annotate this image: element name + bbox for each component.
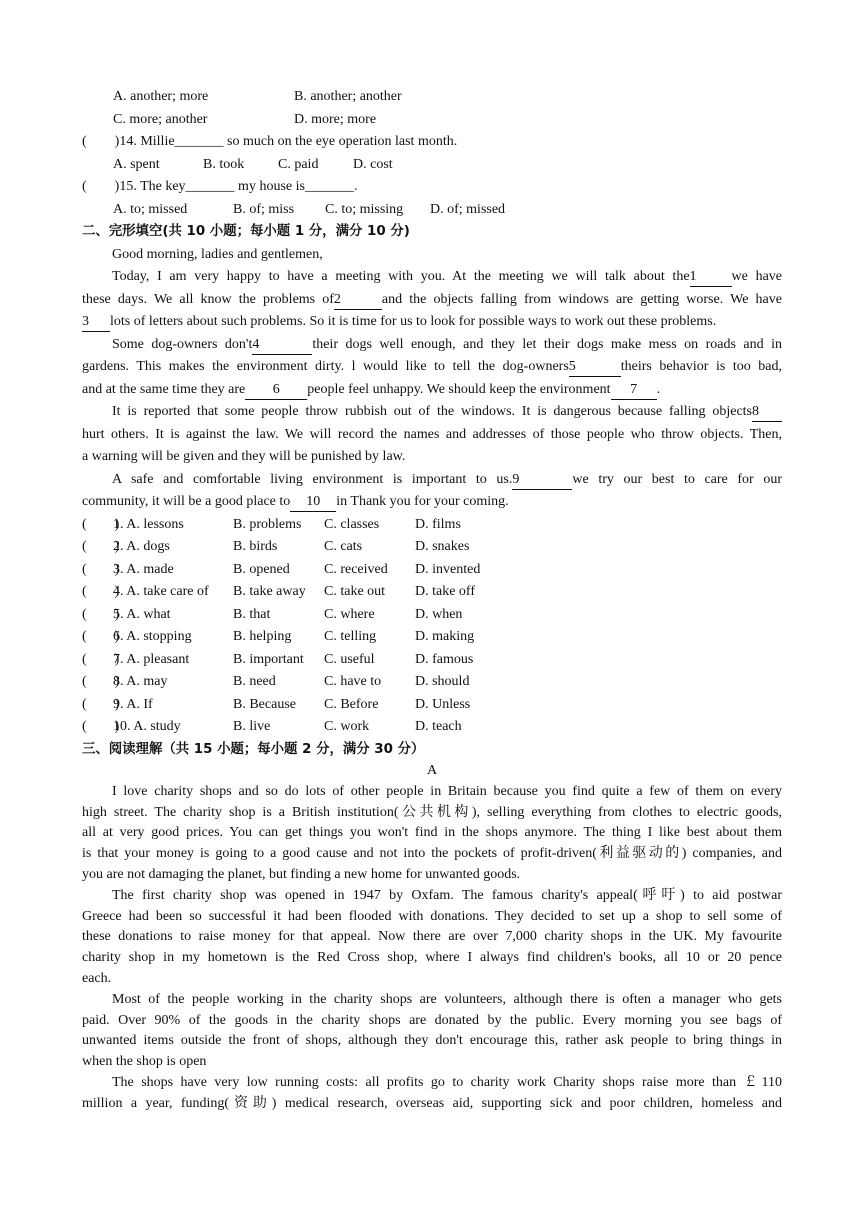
section-3-heading: 三、阅读理解（共 15 小题；每小题 2 分，满分 30 分） xyxy=(82,741,425,757)
passage-line: all at very good prices. You can get things you won't find in the shops anymore. The thing I like best about them xyxy=(82,825,782,841)
option-c: C. Before xyxy=(324,696,379,712)
option-a: 9. A. If xyxy=(113,696,153,712)
passage-line: paid. Over 90% of the goods in the charity shops are donated by the public. Every morning you see bags of xyxy=(82,1012,782,1028)
passage-line: million a year, funding(资助) medical research, overseas aid, supporting sick and poor children, homeless and xyxy=(82,1095,782,1111)
q14-option-a: A. spent xyxy=(113,156,160,172)
q13-option-b: B. another; another xyxy=(294,89,402,104)
passage-line: when the shop is open xyxy=(82,1054,207,1070)
q15-option-d: D. of; missed xyxy=(430,201,506,217)
cloze-question-9 xyxy=(82,694,782,717)
option-d: D. invented xyxy=(415,561,481,577)
blank-5: 5 xyxy=(569,358,621,377)
blank-1: 1 xyxy=(690,268,732,287)
option-b: B. live xyxy=(233,719,271,734)
answer-paren[interactable]: ( ) xyxy=(82,651,120,667)
option-d: D. making xyxy=(415,629,475,644)
cloze-question-7 xyxy=(82,649,782,672)
blank-2: 2 xyxy=(334,291,382,310)
option-d: D. when xyxy=(415,606,463,622)
q13-option-c: C. more; another xyxy=(113,111,208,127)
answer-paren[interactable]: ( ) xyxy=(82,696,120,712)
option-c: C. cats xyxy=(324,539,363,554)
blank-7: 7 xyxy=(611,381,657,400)
q14-option-d: D. cost xyxy=(353,156,393,172)
cloze-question-8 xyxy=(82,671,782,694)
cloze-line: A safe and comfortable living environment is important to us.9 we try our best to care for our xyxy=(82,469,782,492)
q14-option-c: C. paid xyxy=(278,156,319,172)
passage-line: is that your money is going to a good cause and not into the pockets of profit-driven(利益驱动的) companies, and xyxy=(82,846,782,862)
q15-stem: ( )15. The key_______ my house is_______. xyxy=(82,179,358,194)
passage-line: these donations to raise money for that appeal. Now there are over 7,000 charity shops in the UK. My favourite xyxy=(82,929,782,945)
cloze-question-3 xyxy=(82,559,782,582)
option-b: B. Because xyxy=(233,696,296,712)
q13-option-a: A. another; more xyxy=(113,89,209,104)
q15-option-a: A. to; missed xyxy=(113,201,188,217)
option-a: 2. A. dogs xyxy=(113,539,170,554)
option-b: B. birds xyxy=(233,539,278,554)
option-a: 7. A. pleasant xyxy=(113,651,190,667)
cloze-line: hurt others. It is against the law. We will record the names and addresses of those people who throw objects. Then, xyxy=(82,426,782,442)
blank-8: 8 xyxy=(752,403,782,422)
passage-line: I love charity shops and so do lots of other people in Britain because you find quite a few of them on every xyxy=(112,783,782,799)
option-c: C. take out xyxy=(324,584,386,599)
option-d: D. Unless xyxy=(415,696,471,712)
option-c: C. work xyxy=(324,719,370,734)
answer-paren[interactable]: ( ) xyxy=(82,719,120,734)
cloze-line: these days. We all know the problems of2 and the objects falling from windows are getting worse. We have xyxy=(82,289,782,312)
passage-line: Most of the people working in the charity shops are volunteers, although there is often a manager who gets xyxy=(112,991,782,1007)
blank-4: 4 xyxy=(252,336,312,355)
cloze-question-2 xyxy=(82,536,782,559)
blank-6: 6 xyxy=(245,381,307,400)
option-b: B. take away xyxy=(233,584,306,599)
answer-paren[interactable]: ( ) xyxy=(82,134,120,149)
cloze-line: Some dog-owners don't4 their dogs well enough, and they let their dogs make mess on roads and in xyxy=(82,334,782,357)
q15-options xyxy=(82,199,782,222)
option-a: 4. A. take care of xyxy=(113,584,209,599)
blank-9: 9 xyxy=(512,471,572,490)
option-d: D. films xyxy=(415,516,461,532)
cloze-line: gardens. This makes the environment dirty. l would like to tell the dog-owners5 theirs behavior is too bad, xyxy=(82,356,782,379)
option-b: B. important xyxy=(233,651,304,667)
option-b: B. need xyxy=(233,674,276,689)
cloze-question-1 xyxy=(82,514,782,537)
q15-option-c: C. to; missing xyxy=(325,201,404,217)
cloze-question-10 xyxy=(82,716,782,739)
passage-line: you are not damaging the planet, but finding a new home for unwanted goods. xyxy=(82,866,521,882)
option-b: B. helping xyxy=(233,629,292,644)
cloze-line: a warning will be given and they will be punished by law. xyxy=(82,449,406,464)
option-d: D. famous xyxy=(415,651,474,667)
option-d: D. should xyxy=(415,674,470,689)
answer-paren[interactable]: ( ) xyxy=(82,606,120,622)
option-a: 10. A. study xyxy=(113,719,181,734)
q14-options xyxy=(82,154,782,177)
passage-line: unwanted items outside the front of shops, although they don't encourage this, rather ask people to bring things in xyxy=(82,1033,782,1049)
option-b: B. problems xyxy=(233,516,302,532)
q13-option-d: D. more; more xyxy=(294,111,377,127)
option-d: D. snakes xyxy=(415,539,470,554)
option-c: C. where xyxy=(324,606,375,622)
cloze-question-5 xyxy=(82,604,782,627)
option-b: B. that xyxy=(233,606,271,622)
cloze-line: Today, I am very happy to have a meeting with you. At the meeting we will talk about the1 we have xyxy=(82,266,782,289)
option-a: 6. A. stopping xyxy=(113,629,192,644)
answer-paren[interactable]: ( ) xyxy=(82,584,120,599)
q14-option-b: B. took xyxy=(203,156,245,172)
passage-label: A xyxy=(426,763,438,778)
cloze-question-list xyxy=(82,514,782,739)
option-a: 1. A. lessons xyxy=(113,516,184,532)
option-d: D. teach xyxy=(415,719,462,734)
q13-options-row1 xyxy=(82,86,782,109)
cloze-line: It is reported that some people throw rubbish out of the windows. It is dangerous because falling objects8 xyxy=(82,401,782,424)
passage-line: The shops have very low running costs: all profits go to charity work Charity shops raise more than ￡110 xyxy=(112,1074,782,1090)
cloze-question-4 xyxy=(82,581,782,604)
cloze-line: and at the same time they are 6 people feel unhappy. We should keep the environment 7 . xyxy=(82,379,782,402)
option-a: 5. A. what xyxy=(113,606,171,622)
option-c: C. classes xyxy=(324,516,380,532)
cloze-line: 3 lots of letters about such problems. So it is time for us to look for possible ways to work out these problems. xyxy=(82,311,782,334)
passage-line: charity shop in my hometown is the Red Cross shop, where I always find children's books, all 10 or 20 pence xyxy=(82,950,782,966)
option-c: C. received xyxy=(324,561,388,577)
option-c: C. useful xyxy=(324,651,375,667)
passage-line: high street. The charity shop is a British institution(公共机构), selling everything from clothes to electric goods, xyxy=(82,804,782,820)
option-a: 3. A. made xyxy=(113,561,174,577)
answer-paren[interactable]: ( ) xyxy=(82,674,120,689)
blank-3: 3 xyxy=(82,313,110,332)
answer-paren[interactable]: ( ) xyxy=(82,539,120,554)
option-d: D. take off xyxy=(415,584,475,599)
q15-option-b: B. of; miss xyxy=(233,201,295,217)
exam-page xyxy=(82,86,782,1115)
blank-10: 10 xyxy=(290,493,336,512)
option-c: C. have to xyxy=(324,674,382,689)
option-a: 8. A. may xyxy=(113,674,168,689)
answer-paren[interactable]: ( ) xyxy=(82,629,120,644)
answer-paren[interactable]: ( ) xyxy=(82,516,120,532)
answer-paren[interactable]: ( ) xyxy=(82,561,120,577)
option-b: B. opened xyxy=(233,561,290,577)
reading-passage xyxy=(82,782,782,1115)
cloze-line: community, it will be a good place to 10 in Thank you for your coming. xyxy=(82,491,782,514)
cloze-question-6 xyxy=(82,626,782,649)
answer-paren[interactable]: ( ) xyxy=(82,179,120,194)
passage-line: Greece had been so successful it had been flooded with donations. They decided to set up a shop to sell some of xyxy=(82,908,782,924)
q13-options-row2 xyxy=(82,109,782,132)
option-c: C. telling xyxy=(324,629,377,644)
passage-line: each. xyxy=(82,970,112,986)
q14-stem: ( )14. Millie_______ so much on the eye operation last month. xyxy=(82,134,458,149)
passage-line: The first charity shop was opened in 1947 by Oxfam. The famous charity's appeal(呼吁) to aid postwar xyxy=(112,887,782,903)
section-2-heading: 二、完形填空(共 10 小题；每小题 1 分，满分 10 分) xyxy=(82,224,410,239)
greeting: Good morning, ladies and gentlemen, xyxy=(112,246,323,262)
